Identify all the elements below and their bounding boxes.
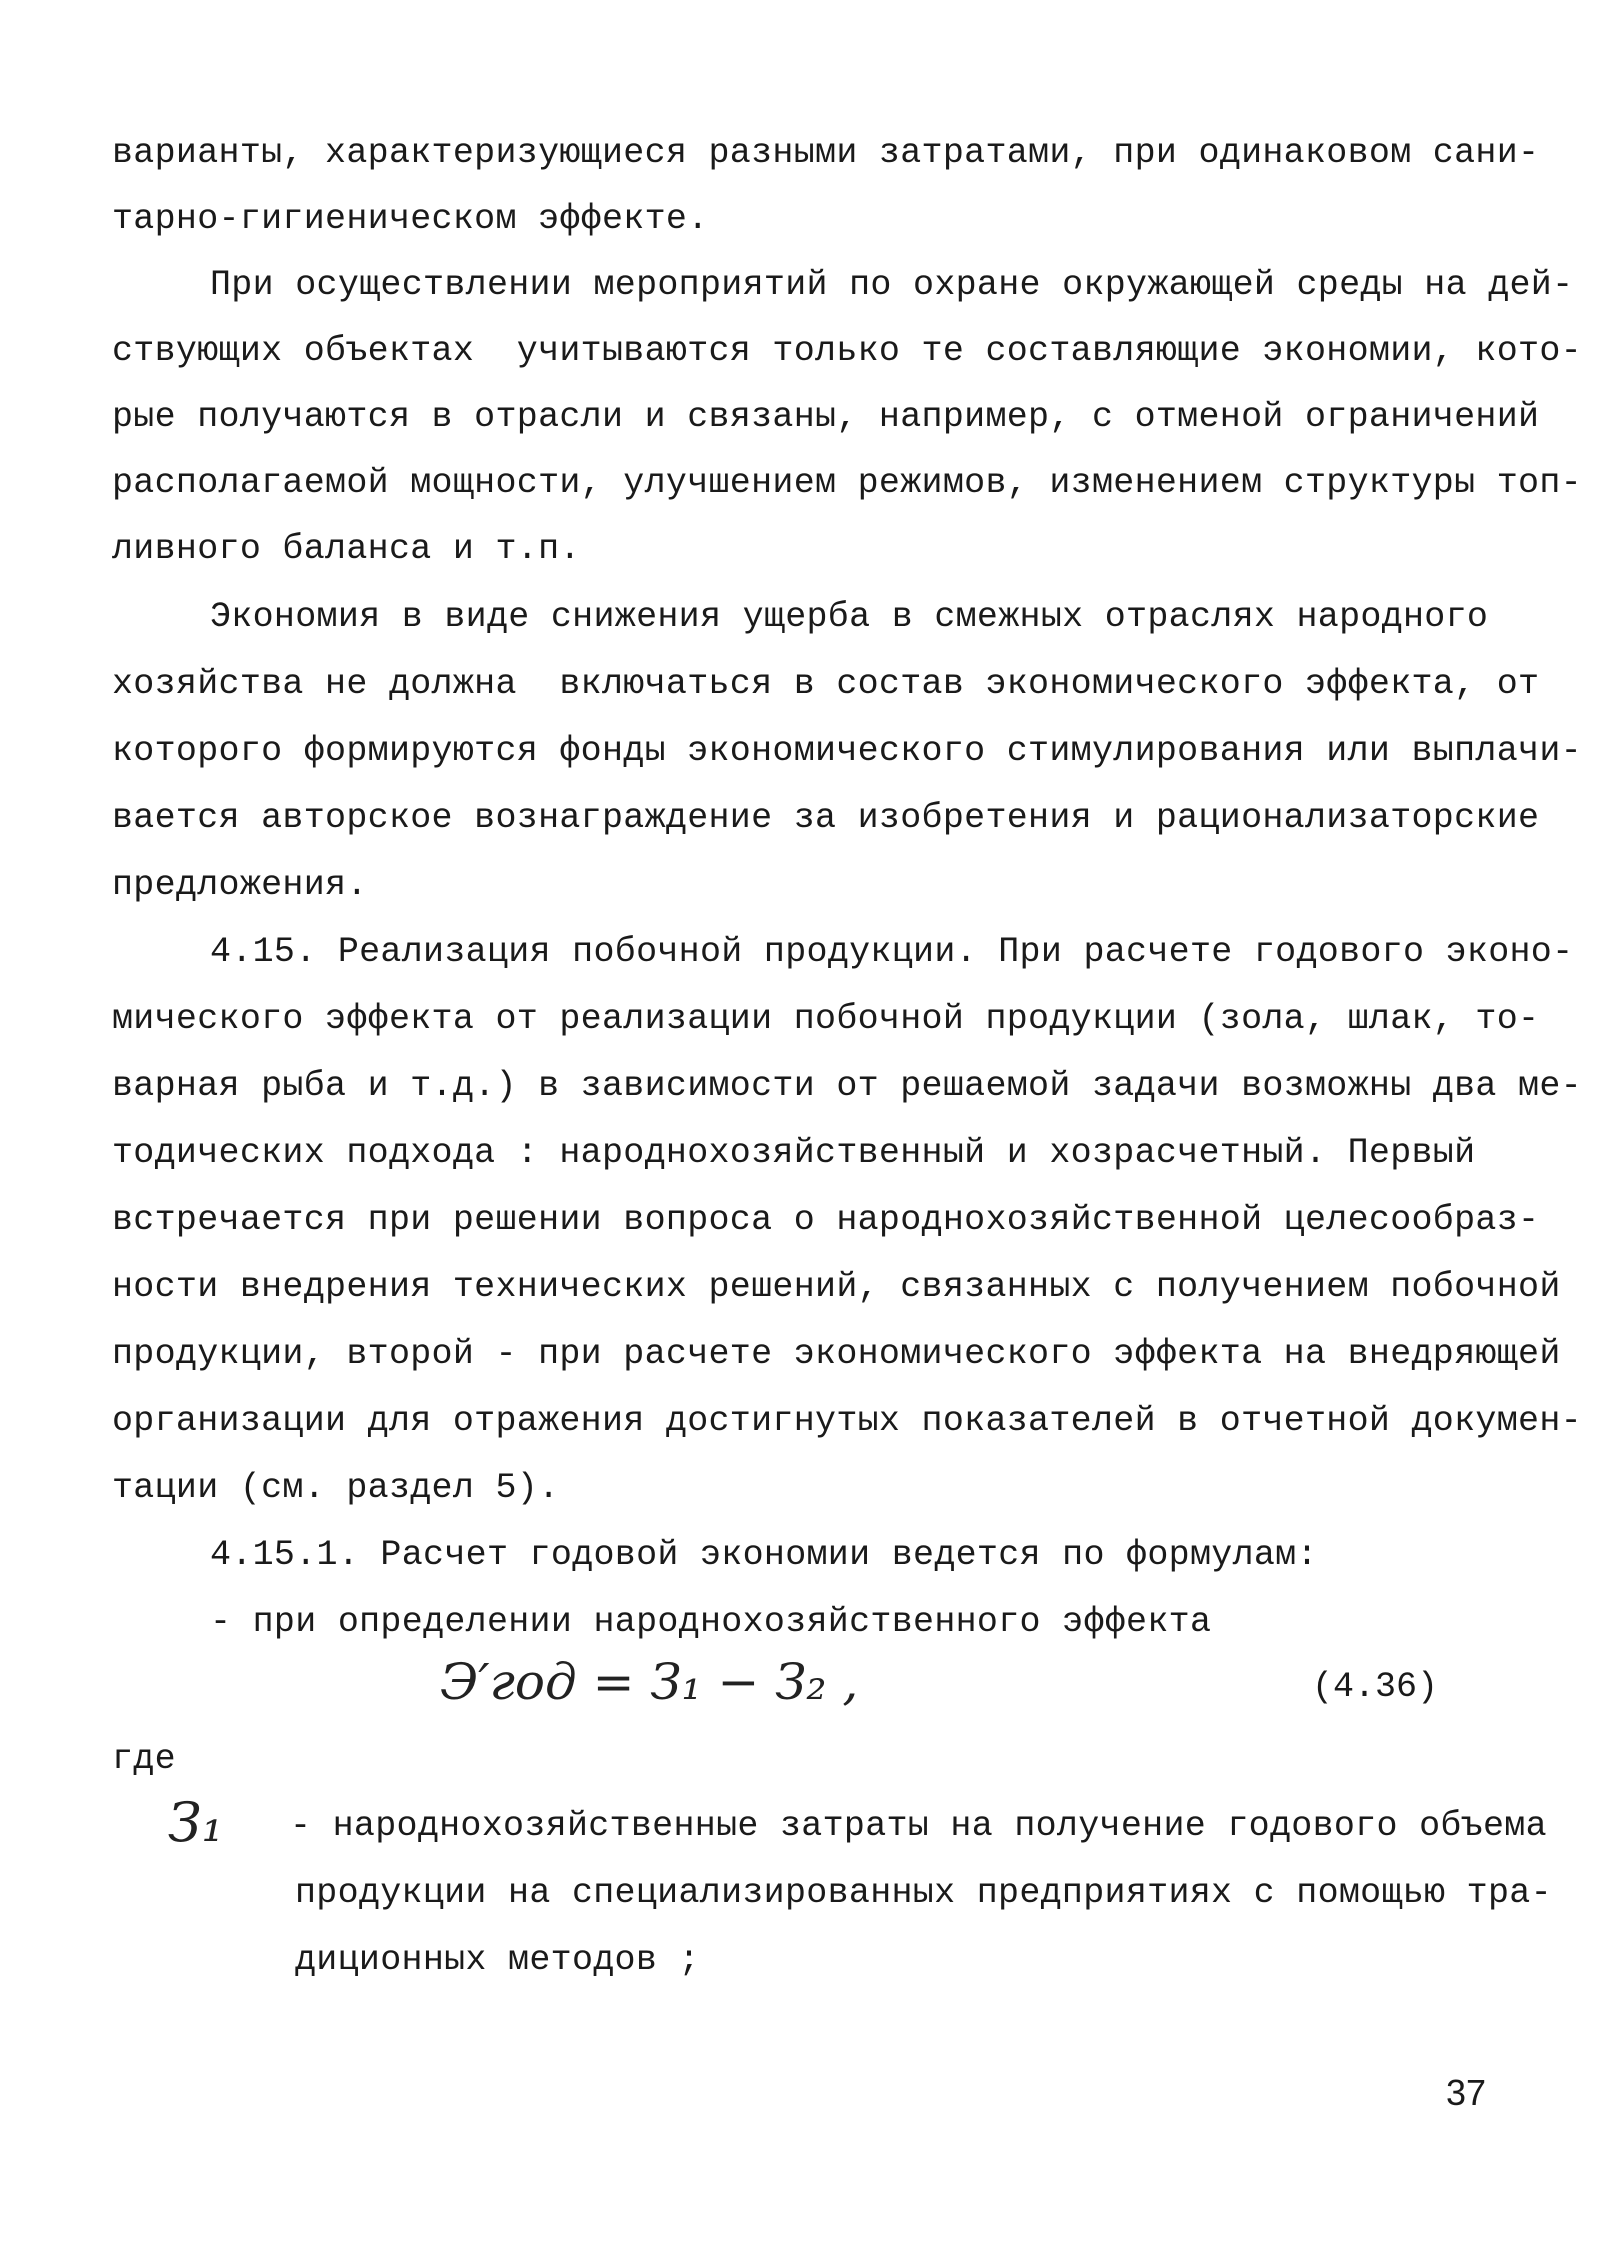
- page-number: 37: [1446, 2072, 1487, 2113]
- text-line: рые получаются в отрасли и связаны, например, с отменой ограничений: [112, 397, 1540, 437]
- text-line: тации (см. раздел 5).: [112, 1468, 560, 1508]
- text-line: варианты, характеризующиеся разными затратами, при одинаковом сани-: [112, 133, 1540, 173]
- paragraph-start-line: При осуществлении мероприятий по охране окружающей среды на дей-: [210, 265, 1574, 305]
- text-line: тарно-гигиеническом эффекте.: [112, 199, 709, 239]
- section-heading-line: 4.15. Реализация побочной продукции. При расчете годового эконо-: [210, 932, 1574, 972]
- text-line: варная рыба и т.д.) в зависимости от решаемой задачи возможны два ме-: [112, 1066, 1582, 1106]
- list-item-line: - при определении народнохозяйственного эффекта: [210, 1602, 1212, 1642]
- text-line: хозяйства не должна включаться в состав экономического эффекта, от: [112, 664, 1540, 704]
- definition-line: диционных методов ;: [295, 1940, 700, 1980]
- text-line: ности внедрения технических решений, связанных с получением побочной: [112, 1267, 1561, 1307]
- text-line: мического эффекта от реализации побочной продукции (зола, шлак, то-: [112, 999, 1540, 1039]
- definition-line: продукции на специализированных предприятиях с помощью тра-: [295, 1873, 1552, 1913]
- definition-symbol: З₁: [168, 1791, 224, 1854]
- text-line: ливного баланса и т.п.: [112, 529, 581, 569]
- text-line: которого формируются фонды экономического стимулирования или выплачи-: [112, 731, 1582, 771]
- formula-number: (4.36): [1312, 1667, 1439, 1707]
- text-line: вается авторское вознаграждение за изобретения и рационализаторские: [112, 798, 1540, 838]
- text-line: встречается при решении вопроса о народнохозяйственной целесообраз-: [112, 1200, 1540, 1240]
- text-line: ствующих объектах учитываются только те составляющие экономии, кото-: [112, 331, 1582, 371]
- paragraph-start-line: Экономия в виде снижения ущерба в смежных отраслях народного: [210, 597, 1489, 637]
- where-label: где: [112, 1739, 176, 1779]
- text-line: продукции, второй - при расчете экономического эффекта на внедряющей: [112, 1334, 1561, 1374]
- subsection-heading-line: 4.15.1. Расчет годовой экономии ведется по формулам:: [210, 1535, 1318, 1575]
- text-line: предложения.: [112, 865, 368, 905]
- text-line: тодических подхода : народнохозяйственный и хозрасчетный. Первый: [112, 1133, 1476, 1173]
- formula-expression: Э′год = З₁ − З₂ ,: [440, 1653, 859, 1711]
- text-line: организации для отражения достигнутых показателей в отчетной докумен-: [112, 1401, 1582, 1441]
- text-line: располагаемой мощности, улучшением режимов, изменением структуры топ-: [112, 463, 1582, 503]
- definition-line: - народнохозяйственные затраты на получение годового объема: [290, 1806, 1547, 1846]
